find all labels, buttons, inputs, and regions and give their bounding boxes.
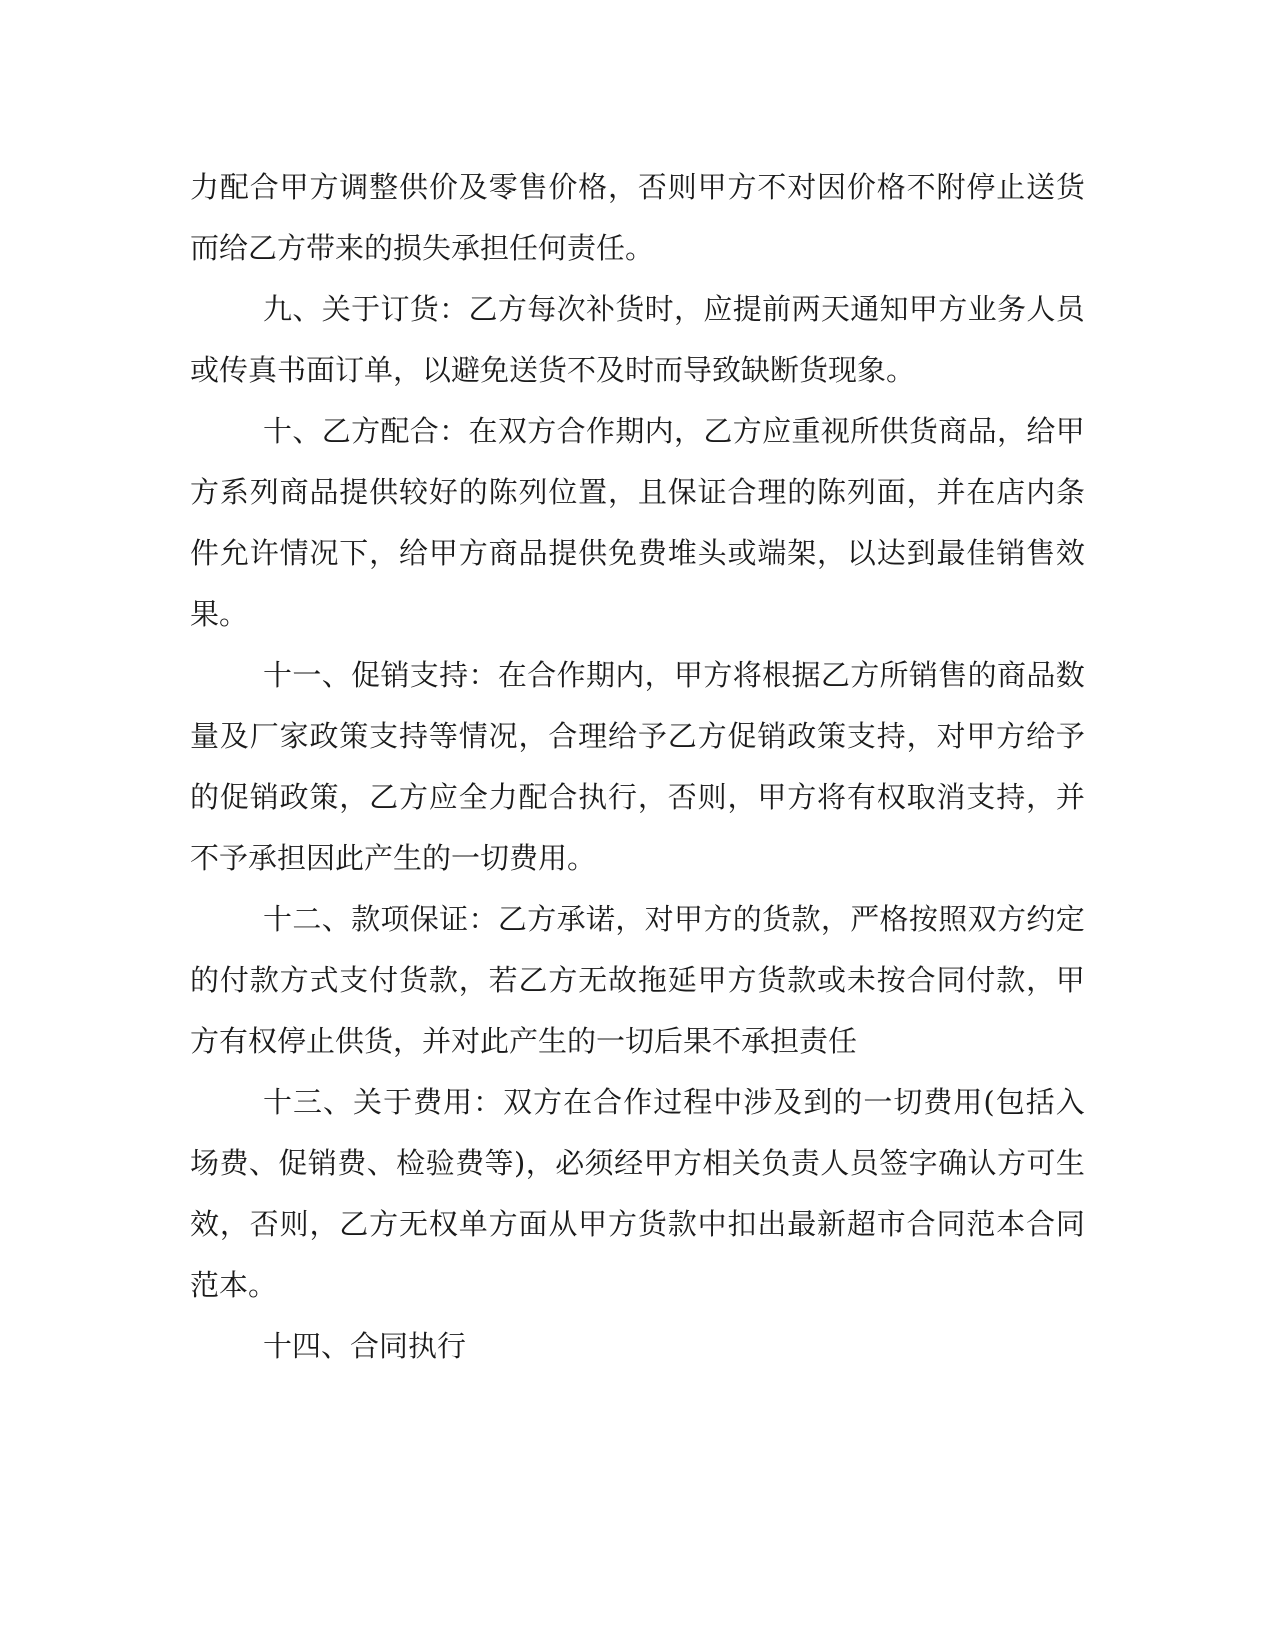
text-line: 十 一 、 促 销 支 持 ： 在 合 作 期 内 ， 甲 方 将 根 据 乙 方 所 销 售 的 商 品 数 [263, 658, 1085, 692]
text-line: 或传真书面订单，以避免送货不及时而导致缺断货现象。 [190, 353, 916, 387]
text-line: 范本。 [190, 1268, 278, 1302]
text-line: 九 、 关 于 订 货 ： 乙 方 每 次 补 货 时 ， 应 提 前 两 天 通 知 甲 方 业 务 人 员 [263, 292, 1085, 326]
text-line: 力 配 合 甲 方 调 整 供 价 及 零 售 价 格 ， 否 则 甲 方 不 对 因 价 格 不 附 停 止 送 货 [190, 170, 1085, 204]
text-line: 不予承担因此产生的一切费用。 [190, 841, 597, 875]
text-line: 量 及 厂 家 政 策 支 持 等 情 况 ， 合 理 给 予 乙 方 促 销 政 策 支 持 ， 对 甲 方 给 予 [190, 719, 1085, 753]
text-line: 场 费 、 促 销 费 、 检 验 费 等 ) ， 必 须 经 甲 方 相 关 负 责 人 员 签 字 确 认 方 可 生 [190, 1146, 1085, 1180]
text-line: 件 允 许 情 况 下 ， 给 甲 方 商 品 提 供 免 费 堆 头 或 端 架 ， 以 达 到 最 佳 销 售 效 [190, 536, 1085, 570]
text-line: 而给乙方带来的损失承担任何责任。 [190, 231, 655, 265]
text-line: 十 、 乙 方 配 合 ： 在 双 方 合 作 期 内 ， 乙 方 应 重 视 所 供 货 商 品 ， 给 甲 [263, 414, 1085, 448]
document-body [190, 157, 1085, 1377]
text-line: 的 付 款 方 式 支 付 货 款 ， 若 乙 方 无 故 拖 延 甲 方 货 款 或 未 按 合 同 付 款 ， 甲 [190, 963, 1085, 997]
text-line: 方有权停止供货，并对此产生的一切后果不承担责任 [190, 1024, 858, 1058]
text-line: 十 三 、 关 于 费 用 ： 双 方 在 合 作 过 程 中 涉 及 到 的 一 切 费 用 ( 包 括 入 [263, 1085, 1085, 1119]
text-line: 果。 [190, 597, 249, 631]
text-line: 方 系 列 商 品 提 供 较 好 的 陈 列 位 置 ， 且 保 证 合 理 的 陈 列 面 ， 并 在 店 内 条 [190, 475, 1085, 509]
text-line: 的 促 销 政 策 ， 乙 方 应 全 力 配 合 执 行 ， 否 则 ， 甲 方 将 有 权 取 消 支 持 ， 并 [190, 780, 1085, 814]
text-line: 十 二 、 款 项 保 证 ： 乙 方 承 诺 ， 对 甲 方 的 货 款 ， 严 格 按 照 双 方 约 定 [263, 902, 1085, 936]
text-line: 十四、合同执行 [263, 1329, 467, 1363]
text-line: 效 ， 否 则 ， 乙 方 无 权 单 方 面 从 甲 方 货 款 中 扣 出 最 新 超 市 合 同 范 本 合 同 [190, 1207, 1085, 1241]
